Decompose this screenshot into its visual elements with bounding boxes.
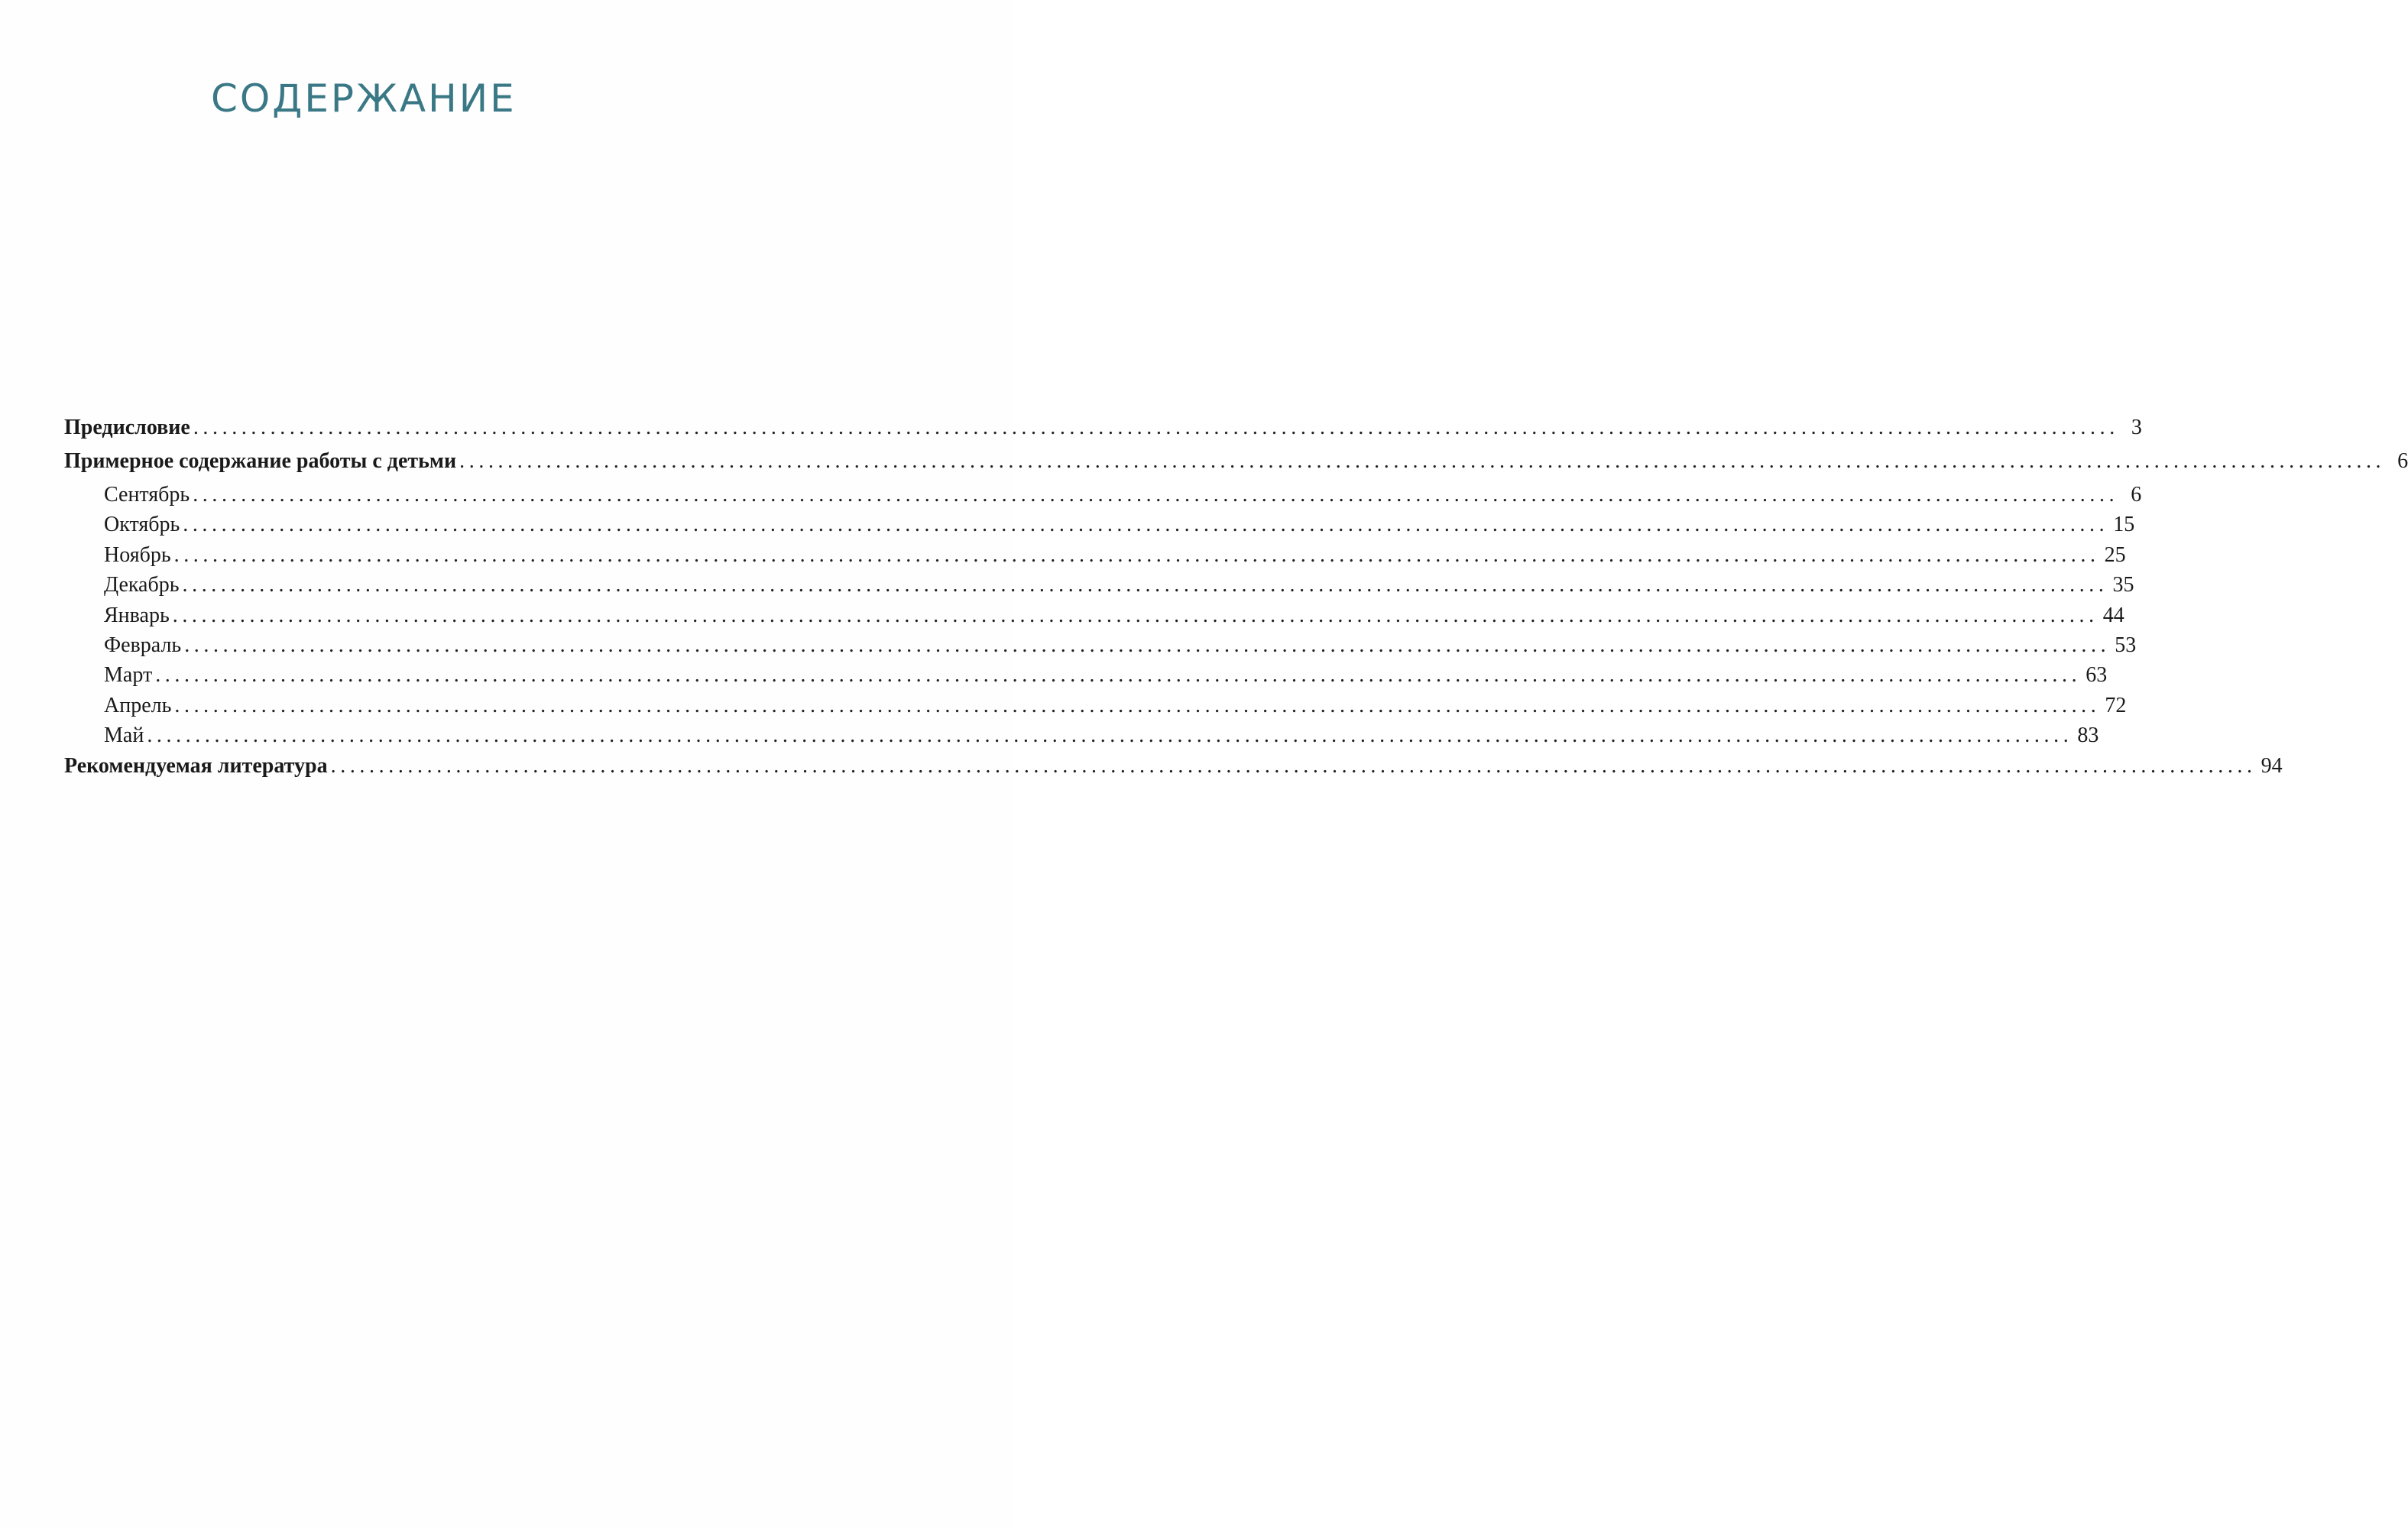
toc-entry-may[interactable] [64, 720, 2099, 750]
toc-entry-page-number: 25 [2104, 542, 2126, 567]
toc-entry-page-number: 6 [2131, 483, 2142, 507]
dot-leader: ........................................................................................................................................................................................................ [173, 542, 2100, 567]
dot-leader: ........................................................................................................................................................................................................ [459, 449, 2386, 473]
toc-entry-november[interactable] [64, 540, 2126, 570]
toc-entry-page-number: 35 [2112, 573, 2134, 597]
toc-entry-label: Предисловие [64, 416, 190, 439]
toc-entry-work-content[interactable] [64, 446, 2408, 480]
toc-entry-page-number: 53 [2115, 633, 2137, 657]
toc-entry-label: Сентябрь [104, 483, 190, 507]
toc-entry-page-number: 94 [2261, 753, 2283, 778]
toc-entry-preface[interactable] [64, 413, 2142, 446]
dot-leader: ........................................................................................................................................................................................................ [174, 693, 2101, 717]
toc-entry-label: Октябрь [104, 513, 180, 537]
toc-entry-label: Примерное содержание работы с детьми [64, 449, 457, 473]
toc-entry-march[interactable] [64, 660, 2108, 690]
toc-entry-label: Рекомендуемая литература [64, 753, 328, 778]
toc-entry-april[interactable] [64, 691, 2127, 720]
page-title: СОДЕРЖАНИЕ [211, 76, 517, 121]
toc-entry-recommended-literature[interactable] [64, 751, 2283, 781]
dot-leader: ........................................................................................................................................................................................................ [147, 724, 2073, 748]
toc-entry-label: Апрель [104, 693, 172, 717]
toc-entry-page-number: 3 [2131, 416, 2142, 439]
toc-entry-label: Май [104, 724, 144, 748]
dot-leader: ........................................................................................................................................................................................................ [155, 663, 2082, 688]
toc-entry-page-number: 83 [2077, 724, 2099, 748]
toc-entry-january[interactable] [64, 601, 2124, 630]
dot-leader: ........................................................................................................................................................................................................ [182, 573, 2108, 597]
toc-entry-page-number: 6 [2397, 449, 2408, 473]
dot-leader: ........................................................................................................................................................................................................ [193, 416, 2119, 439]
table-of-contents [64, 413, 2408, 781]
toc-entry-page-number: 44 [2102, 603, 2124, 627]
toc-entry-label: Февраль [104, 633, 182, 657]
toc-entry-page-number: 72 [2105, 693, 2127, 717]
toc-entry-label: Ноябрь [104, 542, 171, 567]
dot-leader: ........................................................................................................................................................................................................ [193, 483, 2119, 507]
dot-leader: ........................................................................................................................................................................................................ [184, 633, 2111, 657]
toc-entry-february[interactable] [64, 630, 2137, 660]
toc-entry-december[interactable] [64, 570, 2134, 600]
toc-entry-label: Март [104, 663, 153, 688]
dot-leader: ........................................................................................................................................................................................................ [172, 603, 2098, 627]
toc-entry-september[interactable] [64, 480, 2142, 510]
dot-leader: ........................................................................................................................................................................................................ [330, 753, 2257, 778]
toc-entry-label: Декабрь [104, 573, 180, 597]
toc-entry-page-number: 15 [2113, 513, 2135, 537]
dot-leader: ........................................................................................................................................................................................................ [183, 513, 2109, 537]
toc-entry-page-number: 63 [2086, 663, 2108, 688]
toc-entry-label: Январь [104, 603, 170, 627]
toc-entry-october[interactable] [64, 510, 2135, 539]
